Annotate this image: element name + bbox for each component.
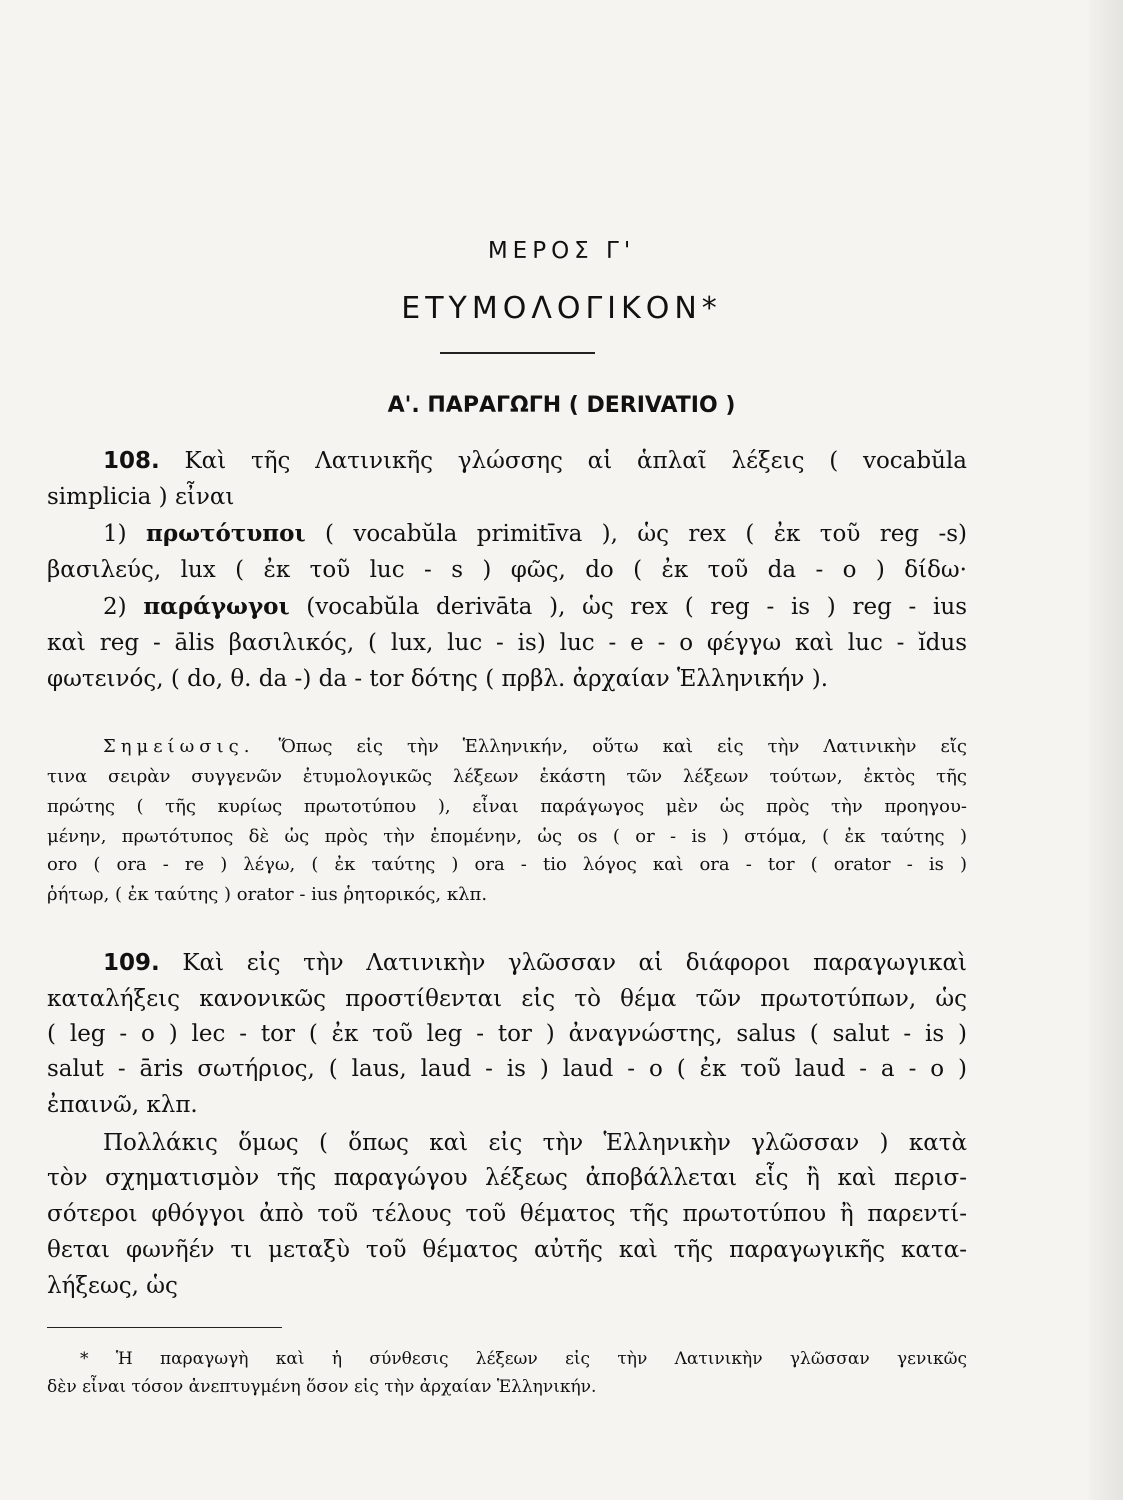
term-primitiva: πρωτότυποι [146,520,306,547]
note-line-2: τινα σειρὰν συγγενῶν ἐτυμολογικῶς λέξεων ἑκάστη τῶν λέξεων τούτων, ἐκτὸς τῆς [47,766,967,787]
footnote-divider [47,1327,282,1328]
p110-line-2: τὸν σχηματισμὸν τῆς παραγώγου λέξεως ἀποβάλλεται εἷς ἢ καὶ περισ- [47,1165,967,1191]
note-line-3: πρώτης ( τῆς κυρίως πρωτοτύπου ), εἶναι παράγωγος μὲν ὡς πρὸς τὴν προηγου- [47,796,967,817]
p108-line-4: βασιλεύς, lux ( ἐκ τοῦ luc - s ) φῶς, do ( ἐκ τοῦ da - o ) δίδω· [47,557,967,583]
p108-line-1: 108. Καὶ τῆς Λατινικῆς γλώσσης αἱ ἁπλαῖ λέξεις ( vocabŭla [103,448,967,474]
p109-line-4: salut - āris σωτήριος, ( laus, laud - is ) laud - o ( ἐκ τοῦ laud - a - o ) [47,1056,967,1082]
p109-line-2: καταλήξεις κανονικῶς προστίθενται εἰς τὸ θέμα τῶν πρωτοτύπων, ὡς [47,986,967,1012]
p109-line-3: ( leg - o ) lec - tor ( ἐκ τοῦ leg - tor ) ἀναγνώστης, salus ( salut - is ) [47,1021,967,1047]
page-edge [1089,0,1123,1500]
p110-line-1: Πολλάκις ὅμως ( ὅπως καὶ εἰς τὴν Ἑλληνικὴν γλῶσσαν ) κατὰ [103,1130,967,1156]
p110-line-3: σότεροι φθόγγοι ἀπὸ τοῦ τέλους τοῦ θέματος τῆς πρωτοτύπου ἢ παρεντί- [47,1201,967,1227]
note-label: Σημείωσις. [103,736,255,757]
p108-line-3: 1) πρωτότυποι ( vocabŭla primitīva ), ὡς rex ( ἐκ τοῦ reg -s) [103,520,967,547]
p108-line-7: φωτεινός, ( do, θ. da -) da - tor δότης ( πρβλ. ἀρχαίαν Ἑλληνικήν ). [47,666,829,692]
note-line-4: μένην, πρωτότυπος δὲ ὡς πρὸς τὴν ἑπομένην, ὡς os ( or - is ) στόμα, ( ἐκ ταύτης ) [47,826,967,847]
note-line-1: Σημείωσις. Ὅπως εἰς τὴν Ἑλληνικήν, οὕτω καὶ εἰς τὴν Λατινικὴν εἴς [103,736,967,757]
p110-line-5: λήξεως, ὡς [47,1273,178,1299]
p108-line-5: 2) παράγωγοι (vocabŭla derivāta ), ὡς rex ( reg - is ) reg - ius [103,593,967,620]
p108-line-6: καὶ reg - ālis βασιλικός, ( lux, luc - is) luc - e - o φέγγω καὶ luc - ĭdus [47,630,967,656]
part-heading: ΜΕΡΟΣ Γ' [487,238,636,264]
footnote-line-2: δὲν εἶναι τόσον ἀνεπτυγμένη ὅσον εἰς τὴν ἀρχαίαν Ἑλληνικήν. [47,1377,597,1397]
p109-line-5: ἐπαινῶ, κλπ. [47,1092,198,1118]
note-line-6: ῥήτωρ, ( ἐκ ταύτης ) orator - ius ῥητορικός, κλπ. [47,884,488,905]
p110-line-4: θεται φωνῆέν τι μεταξὺ τοῦ θέματος αὐτῆς καὶ τῆς παραγωγικῆς κατα- [47,1237,967,1263]
p108-number: 108. [103,448,160,474]
p109-number: 109. [103,950,160,976]
note-line-5: oro ( ora - re ) λέγω, ( ἐκ ταύτης ) ora - tio λόγος καὶ ora - tor ( orator - is ) [47,854,967,875]
p108-line-2: simplicia ) εἶναι [47,484,235,510]
title-divider [440,352,595,354]
section-heading: Α'. ΠΑΡΑΓΩΓΗ ( DERIVATIO ) [387,393,736,418]
footnote-line-1: * Ἡ παραγωγὴ καὶ ἡ σύνθεσις λέξεων εἰς τὴν Λατινικὴν γλῶσσαν γενικῶς [80,1349,967,1369]
p109-line-1: 109. Καὶ εἰς τὴν Λατινικὴν γλῶσσαν αἱ διάφοροι παραγωγικαὶ [103,950,967,976]
term-derivata: παράγωγοι [143,593,290,620]
chapter-title: ΕΤΥΜΟΛΟΓΙΚΟΝ* [401,291,722,326]
